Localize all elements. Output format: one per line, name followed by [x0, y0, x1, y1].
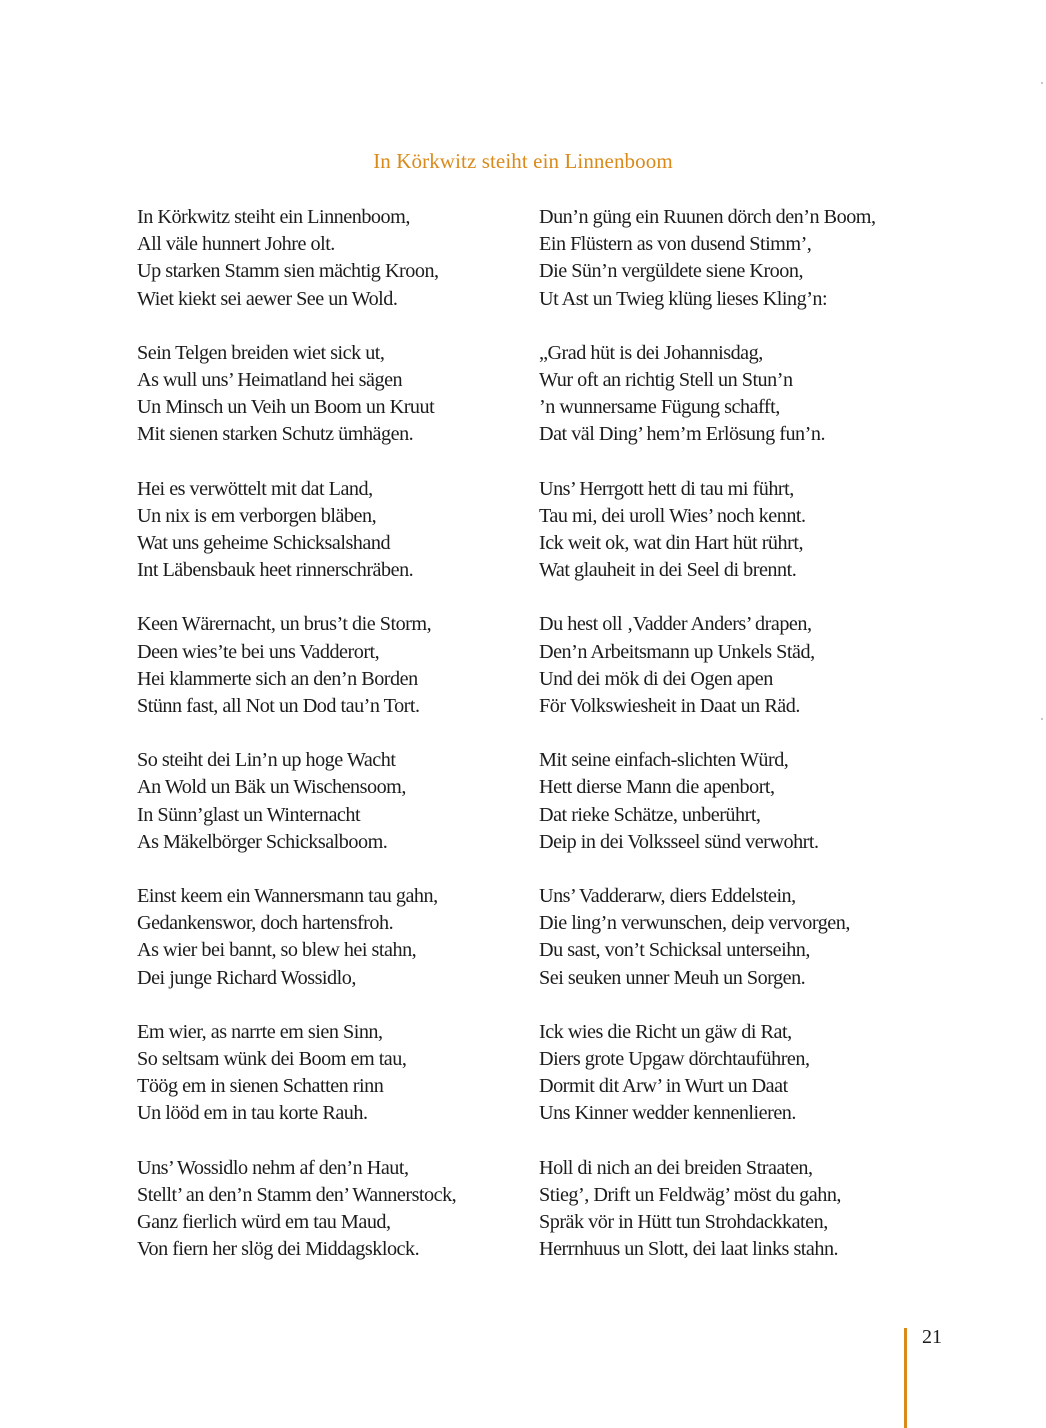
poem-line: Wat uns geheime Schicksalshand	[137, 532, 391, 555]
poem-title: In Körkwitz steiht ein Linnenboom	[373, 149, 673, 173]
poem-line: Den’n Arbeitsmann up Unkels Städ,	[539, 640, 815, 663]
poem-line: So seltsam wünk dei Boom em tau,	[137, 1048, 407, 1071]
poem-line: Int Läbensbauk heet rinnerschräben.	[137, 559, 414, 582]
poem-line: Dei junge Richard Wossidlo,	[137, 966, 356, 989]
poem-line: All väle hunnert Johre olt.	[137, 233, 335, 256]
poem-line: Stieg’, Drift un Feldwäg’ möst du gahn,	[539, 1183, 841, 1206]
poem-column-right	[539, 204, 939, 1291]
margin-speck	[1041, 82, 1043, 84]
margin-speck	[1041, 718, 1043, 720]
poem-line: För Volkswiesheit in Daat un Räd.	[539, 695, 800, 718]
poem-line: Töög em in sienen Schatten rinn	[137, 1075, 384, 1098]
poem-line: In Sünn’glast un Winternacht	[137, 803, 361, 826]
poem-line: Un lööd em in tau korte Rauh.	[137, 1102, 368, 1125]
poem-line: Wiet kiekt sei aewer See un Wold.	[137, 287, 398, 310]
poem-line: Deen wies’te bei uns Vadderort,	[137, 640, 380, 663]
poem-line: Ut Ast un Twieg klüng lieses Kling’n:	[539, 287, 828, 310]
poem-line: Uns’ Wossidlo nehm af den’n Haut,	[137, 1156, 409, 1179]
poem-line: Uns Kinner wedder kennenlieren.	[539, 1102, 796, 1125]
poem-line: Hei es verwöttelt mit dat Land,	[137, 477, 373, 500]
poem-line: Stellt’ an den’n Stamm den’ Wannerstock,	[137, 1183, 457, 1206]
poem-line: Up starken Stamm sien mächtig Kroon,	[137, 260, 439, 283]
poem-line: Herrnhuus un Slott, dei laat links stahn.	[539, 1238, 839, 1261]
poem-line: As Mäkelbörger Schicksalboom.	[137, 830, 388, 853]
poem-line: Mit seine einfach-slichten Würd,	[539, 749, 789, 772]
poem-line: Uns’ Vadderarw, diers Eddelstein,	[539, 885, 796, 908]
poem-line: Ganz fierlich würd em tau Maud,	[137, 1211, 391, 1234]
stanza	[137, 1155, 517, 1264]
poem-line: Ick wies die Richt un gäw di Rat,	[539, 1020, 792, 1043]
stanza	[137, 340, 517, 449]
stanza	[137, 204, 517, 313]
poem-line: Ick weit ok, wat din Hart hüt rührt,	[539, 532, 803, 555]
stanza	[539, 1155, 939, 1264]
poem-line: Die ling’n verwunschen, deip vervorgen,	[539, 912, 850, 935]
poem-line: Un Minsch un Veih un Boom un Kruut	[137, 396, 435, 419]
stanza	[137, 476, 517, 585]
poem-line: Und dei mök di dei Ogen apen	[539, 667, 773, 690]
stanza	[137, 747, 517, 856]
poem-line: Deip in dei Volksseel sünd verwohrt.	[539, 830, 819, 853]
poem-line: As wier bei bannt, so blew hei stahn,	[137, 939, 417, 962]
poem-line: Die Sün’n vergüldete siene Kroon,	[539, 260, 804, 283]
poem-line: Stünn fast, all Not un Dod tau’n Tort.	[137, 695, 420, 718]
stanza	[137, 1019, 517, 1128]
stanza	[539, 611, 939, 720]
poem-line: Diers grote Upgaw dörchtauführen,	[539, 1048, 810, 1071]
poem-line: Von fiern her slög dei Middagsklock.	[137, 1238, 420, 1261]
poem-line: Du sast, von’t Schicksal unterseihn,	[539, 939, 810, 962]
stanza	[539, 476, 939, 585]
poem-line: Dat rieke Schätze, unberührt,	[539, 803, 761, 826]
poem-line: Dun’n güng ein Ruunen dörch den’n Boom,	[539, 206, 876, 228]
poem-line: Wur oft an richtig Stell un Stun’n	[539, 369, 793, 392]
poem-line: So steiht dei Lin’n up hoge Wacht	[137, 749, 396, 772]
poem-line: Mit sienen starken Schutz ümhägen.	[137, 423, 414, 446]
poem-line: Ein Flüstern as von dusend Stimm’,	[539, 233, 812, 256]
poem-line: An Wold un Bäk un Wischensoom,	[137, 776, 406, 799]
poem-line: Em wier, as narrte em sien Sinn,	[137, 1020, 383, 1043]
page-number: 21	[922, 1326, 942, 1348]
stanza	[539, 340, 939, 449]
poem-line: Sei seuken unner Meuh un Sorgen.	[539, 966, 806, 989]
stanza	[539, 204, 939, 313]
poem-line: Tau mi, dei uroll Wies’ noch kennt.	[539, 504, 806, 527]
stanza	[539, 1019, 939, 1128]
stanza	[539, 747, 939, 856]
poem-line: Einst keem ein Wannersmann tau gahn,	[137, 885, 438, 908]
poem-line: Dat väl Ding’ hem’m Erlösung fun’n.	[539, 423, 825, 446]
poem-column-left	[137, 204, 517, 1291]
poem-line: Uns’ Herrgott hett di tau mi führt,	[539, 477, 794, 500]
stanza	[137, 883, 517, 992]
poem-line: Spräk vör in Hütt tun Strohdackkaten,	[539, 1211, 828, 1234]
poem-line: Hett dierse Mann die apenbort,	[539, 776, 775, 799]
page-number-rule	[904, 1328, 907, 1428]
poem-line: „Grad hüt is dei Johannisdag,	[539, 341, 763, 364]
poem-line: Du hest oll ‚Vadder Anders’ drapen,	[539, 613, 812, 636]
poem-line: As wull uns’ Heimatland hei sägen	[137, 369, 403, 392]
poem-line: Dormit dit Arw’ in Wurt un Daat	[539, 1075, 788, 1098]
poem-line: Sein Telgen breiden wiet sick ut,	[137, 341, 385, 364]
poem-line: Gedankenswor, doch hartensfroh.	[137, 912, 394, 935]
poem-line: In Körkwitz steiht ein Linnenboom,	[137, 206, 410, 228]
poem-line: Keen Wärernacht, un brus’t die Storm,	[137, 613, 432, 636]
poem-line: Hei klammerte sich an den’n Borden	[137, 667, 418, 690]
stanza	[539, 883, 939, 992]
poem-line: Wat glauheit in dei Seel di brennt.	[539, 559, 797, 582]
poem-line: Un nix is em verborgen bläben,	[137, 504, 377, 527]
poem-line: Holl di nich an dei breiden Straaten,	[539, 1156, 813, 1179]
poem-line: ’n wunnersame Fügung schafft,	[539, 396, 780, 419]
stanza	[137, 611, 517, 720]
